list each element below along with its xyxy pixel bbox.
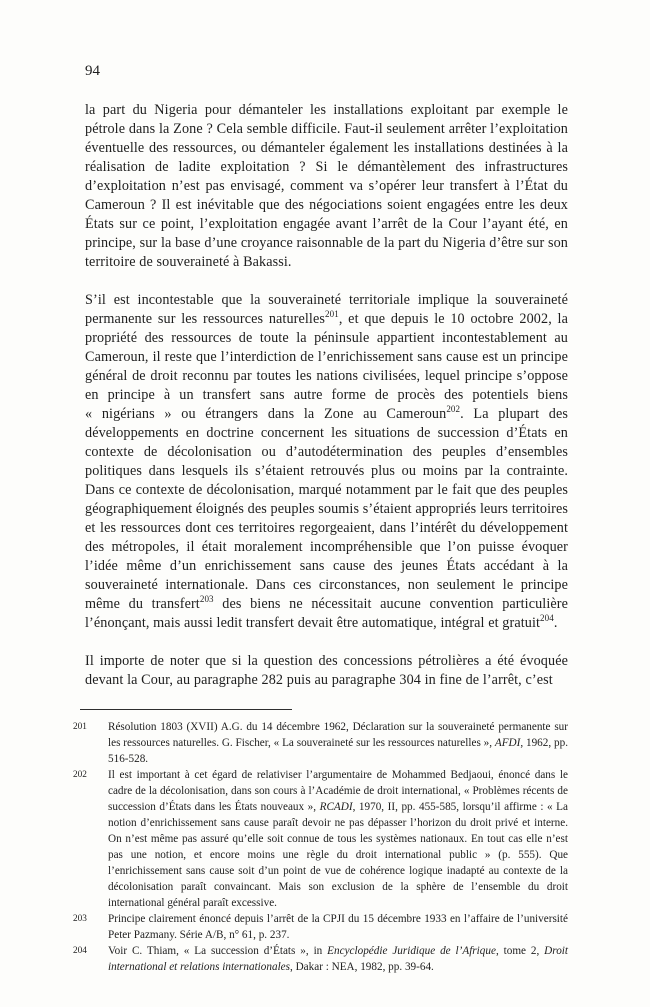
text-run: , 1962, pp. 516-528. [108,737,568,765]
footnote [73,767,568,911]
footnote [73,943,568,975]
italic-text-run: Encyclopédie Juridique de l’Afrique [327,945,496,957]
footnote-ref: 203 [199,594,214,604]
body-paragraph [85,291,568,633]
footnote-number: 202 [73,770,87,780]
italic-text-run: AFDI [494,737,521,749]
text-run: Principe clairement énoncé depuis l’arrêt de la CPJI du 15 décembre 1933 en l’affaire de l’université Peter Pazmany. Série A/B, n° 61, p. 237. [108,913,568,941]
body-text [85,101,568,690]
page-number: 94 [85,63,100,79]
body-paragraph [85,101,568,272]
text-run: S’il est incontestable que la souveraineté territoriale implique la souveraineté permanente sur les ressources naturelles [85,292,568,327]
text-run: Voir C. Thiam, « La succession d’États », in [108,945,328,957]
footnotes [73,719,568,975]
footnote-number: 204 [73,946,87,956]
footnote [73,911,568,943]
footnote-ref: 202 [446,404,461,414]
text-run: , 1970, II, pp. 455-585, lorsqu’il affirme : « La notion d’enrichissement sans cause paraît devoir ne pas dépasser l’horizon du droit privé et interne. On n’est même pas assuré qu’elle soit connue de tous les systèmes nationaux. En tout cas elle n’est pas une notion, et encore moins une règle du droit international public » (p. 555). Que l’enrichissement sans cause soit d’un point de vue de cohérence logique inadapté au contexte de la décolonisation paraît convaincant. Mais son exclusion de la sphère de l’ensemble du droit international général paraît excessive. [108,801,568,909]
text-run: , et que depuis le 10 octobre 2002, la propriété des ressources de toute la péninsule appartient incontestablement au Cameroun, il reste que l’interdiction de l’enrichissement sans cause est un principe général de droit reconnu par toutes les nations civilisées, lequel principe s’oppose en principe à un transfert sans autre forme de procès des potentiels biens « nigérians » ou étrangers dans la Zone au Cameroun [85,311,569,422]
text-run: Il importe de noter que si la question des concessions pétrolières a été évoquée devant la Cour, au paragraphe 282 puis au paragraphe 304 in fine de l’arrêt, c’est [85,653,568,688]
italic-text-run: RCADI [319,801,353,813]
italic-text-run: Droit international et relations internationales [108,945,568,973]
text-run: . La plupart des développements en doctrine concernent les situations de succession d’États en contexte de décolonisation ou d’autodétermination des peuples d’ensembles politiques dans lesquels ils s’étaient retrouvés plus ou moins par la contrainte. Dans ce contexte de décolonisation, marqué notamment par le fait que des peuples géographiquement éloignés des peuples soumis s’étaient appropriés leurs territoires et les ressources dont ces territoires regorgeaient, dans l’intérêt du développement des métropoles, il était moralement incompréhensible que l’on puisse évoquer l’idée même d’un enrichissement sans cause des jeunes États accédant à la souveraineté internationale. Dans ces circonstances, non seulement le principe même du transfert [85,406,568,612]
footnote-text [108,911,568,943]
footnote-text [108,719,568,767]
text-run: , Dakar : NEA, 1982, pp. 39-64. [290,961,434,973]
footnote-text [108,767,568,911]
footnote-number: 201 [73,722,87,732]
footnote-text [108,943,568,975]
text-run: Il est important à cet égard de relativiser l’argumentaire de Mohammed Bedjaoui, énoncé dans le cadre de la décolonisation, dans son cours à l’Académie de droit international, « Problèmes récents de succession d’États dans les États nouveaux », [108,769,568,813]
text-run: la part du Nigeria pour démanteler les installations exploitant par exemple le pétrole dans la Zone ? Cela semble difficile. Faut-il seulement arrêter l’exploitation éventuelle des ressources, ou démanteler également les installations destinées à la réalisation de ladite exploitation ? Si le démantèlement des infrastructures d’exploitation n’est pas envisagé, comment va s’opérer leur transfert à l’État du Cameroun ? Il est inévitable que des négociations soient engagées entre les deux États sur ce point, l’exploitation engagée avant l’arrêt de la Cour l’ayant été, en principe, sur la base d’une croyance raisonnable de la part du Nigeria d’être sur son territoire de souveraineté à Bakassi. [85,102,568,270]
text-run: des biens ne nécessitait aucune convention particulière l’énonçant, mais aussi ledit transfert devait être automatique, intégral et gratuit [85,596,568,631]
footnote-ref: 201 [325,309,339,319]
text-run: , tome 2, [495,945,545,957]
footnote-number: 203 [73,914,87,924]
footnote-ref: 204 [540,613,554,623]
body-paragraph [85,652,568,690]
footnote-separator [80,709,292,710]
text-run: Résolution 1803 (XVII) A.G. du 14 décembre 1962, Déclaration sur la souveraineté permanente sur les ressources naturelles. G. Fischer, « La souveraineté sur les ressources naturelles », [108,721,568,749]
footnote [73,719,568,767]
text-run: . [553,615,558,631]
